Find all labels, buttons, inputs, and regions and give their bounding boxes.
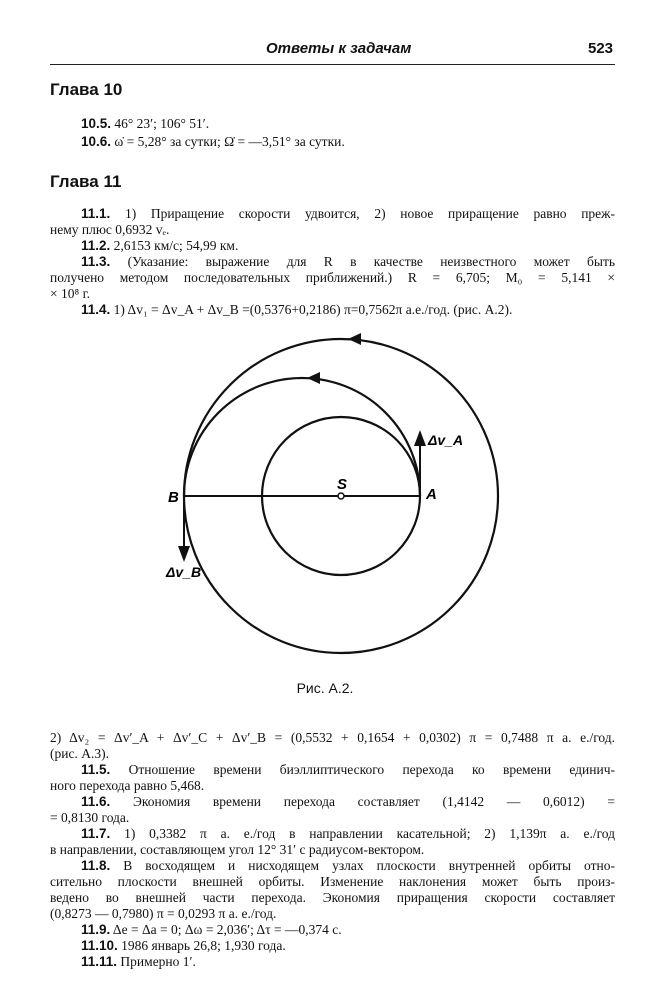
answer-number: 11.4. xyxy=(81,302,111,317)
answer-text: 1986 январь 26,8; 1,930 года. xyxy=(121,938,286,953)
answer-11-5-line2: ного перехода равно 5,468. xyxy=(50,778,205,793)
outer-orbit-arrow xyxy=(348,333,361,345)
delta-v-a-arrowhead xyxy=(414,430,426,446)
answer-number: 11.1. xyxy=(81,206,111,221)
answer-11-8-line1 xyxy=(81,858,615,874)
answer-text: Экономия времени перехода составляет (1,4142 — 0,6012) = xyxy=(132,794,615,809)
answer-11-7-line1 xyxy=(81,826,615,842)
center-point xyxy=(338,493,344,499)
running-header-title: Ответы к задачам xyxy=(266,40,412,57)
answer-11-8-line4: (0,8273 — 0,7980) π = 0,0293 π а. е./год. xyxy=(50,906,277,921)
answer-11-4-part2-line1: 2) Δv₂ = Δv′_A + Δv′_C + Δv′_B = (0,5532 + 0,1654 + 0,0302) π = 0,7488 π а. е./год. xyxy=(50,730,615,745)
answer-11-3-line3: × 10⁸ г. xyxy=(50,286,90,301)
answer-number: 11.6. xyxy=(81,794,111,809)
answer-number: 11.7. xyxy=(81,826,111,841)
answer-text: 1) Δv₁ = Δv_A + Δv_B =(0,5376+0,2186) π=0,7562π а.е./год. (рис. А.2). xyxy=(113,302,513,317)
answer-11-6-line2: = 0,8130 года. xyxy=(50,810,130,825)
answer-11-6-line1 xyxy=(81,794,615,810)
answer-text: В восходящем и нисходящем узлах плоскости внутренней орбиты отно- xyxy=(123,858,616,873)
answer-number: 11.5. xyxy=(81,762,111,777)
answer-text: 1) 0,3382 π а. е./год в направлении касательной; 2) 1,139π а. е./год xyxy=(124,826,615,841)
answer-11-10 xyxy=(81,938,286,954)
answer-11-3-line2: получено методом последовательных приближений.) R = 6,705; M₀ = 5,141 × xyxy=(50,270,615,285)
answer-number: 11.8. xyxy=(81,858,111,873)
answer-11-1-line2: нему плюс 0,6932 vₑ. xyxy=(50,222,170,237)
answer-number: 11.10. xyxy=(81,938,118,953)
label-s: S xyxy=(337,476,348,493)
answer-text: 1) Приращение скорости удвоится, 2) новое приращение равно преж- xyxy=(124,206,615,221)
answer-number: 11.11. xyxy=(81,954,118,969)
label-b: B xyxy=(168,489,179,506)
answer-11-4-part2-line2: (рис. А.3). xyxy=(50,746,109,761)
answer-number: 11.3. xyxy=(81,254,111,269)
answer-11-8-line2: сительно плоскости внешней орбиты. Изменение наклонения может быть произ- xyxy=(50,874,615,889)
label-a: A xyxy=(426,486,437,503)
answer-number: 11.2. xyxy=(81,238,111,253)
answer-11-8-line3: ведено во внешней части перехода. Экономия приращения скорости составляет xyxy=(50,890,615,905)
answer-number: 11.9. xyxy=(81,922,111,937)
answer-text: Δe = Δa = 0; Δω = 2,036′; Δτ = —0,374 с. xyxy=(112,922,342,937)
answer-11-7-line2: в направлении, составляющем угол 12° 31′ с радиусом-вектором. xyxy=(50,842,425,857)
chapter-11-heading: Глава 11 xyxy=(50,172,122,191)
page-number: 523 xyxy=(588,40,614,57)
answer-text: ω̇ = 5,28° за сутки; Ω̇ = —3,51° за сутки. xyxy=(114,134,345,149)
figure-caption: Рис. А.2. xyxy=(296,680,354,696)
delta-v-b-arrowhead xyxy=(178,546,190,562)
chapter-10-heading: Глава 10 xyxy=(50,80,123,99)
answer-11-5-line1 xyxy=(81,762,615,778)
answer-text: 2,6153 км/с; 54,99 км. xyxy=(113,238,239,253)
answer-text: Отношение времени биэллиптического перехода ко времени единич- xyxy=(128,762,615,777)
answer-text: (Указание: выражение для R в качестве неизвестного может быть xyxy=(127,254,615,269)
answer-text: Примерно 1′. xyxy=(120,954,196,969)
answer-number: 10.5. xyxy=(81,116,112,131)
answer-11-11 xyxy=(81,954,196,970)
answer-11-9 xyxy=(81,922,342,938)
label-delta-v-a: Δv_A xyxy=(428,432,464,448)
answer-number: 10.6. xyxy=(81,134,112,149)
label-delta-v-b: Δv_B xyxy=(166,564,202,580)
answer-text: 46° 23′; 106° 51′. xyxy=(114,116,210,131)
transfer-arrow xyxy=(307,372,320,384)
